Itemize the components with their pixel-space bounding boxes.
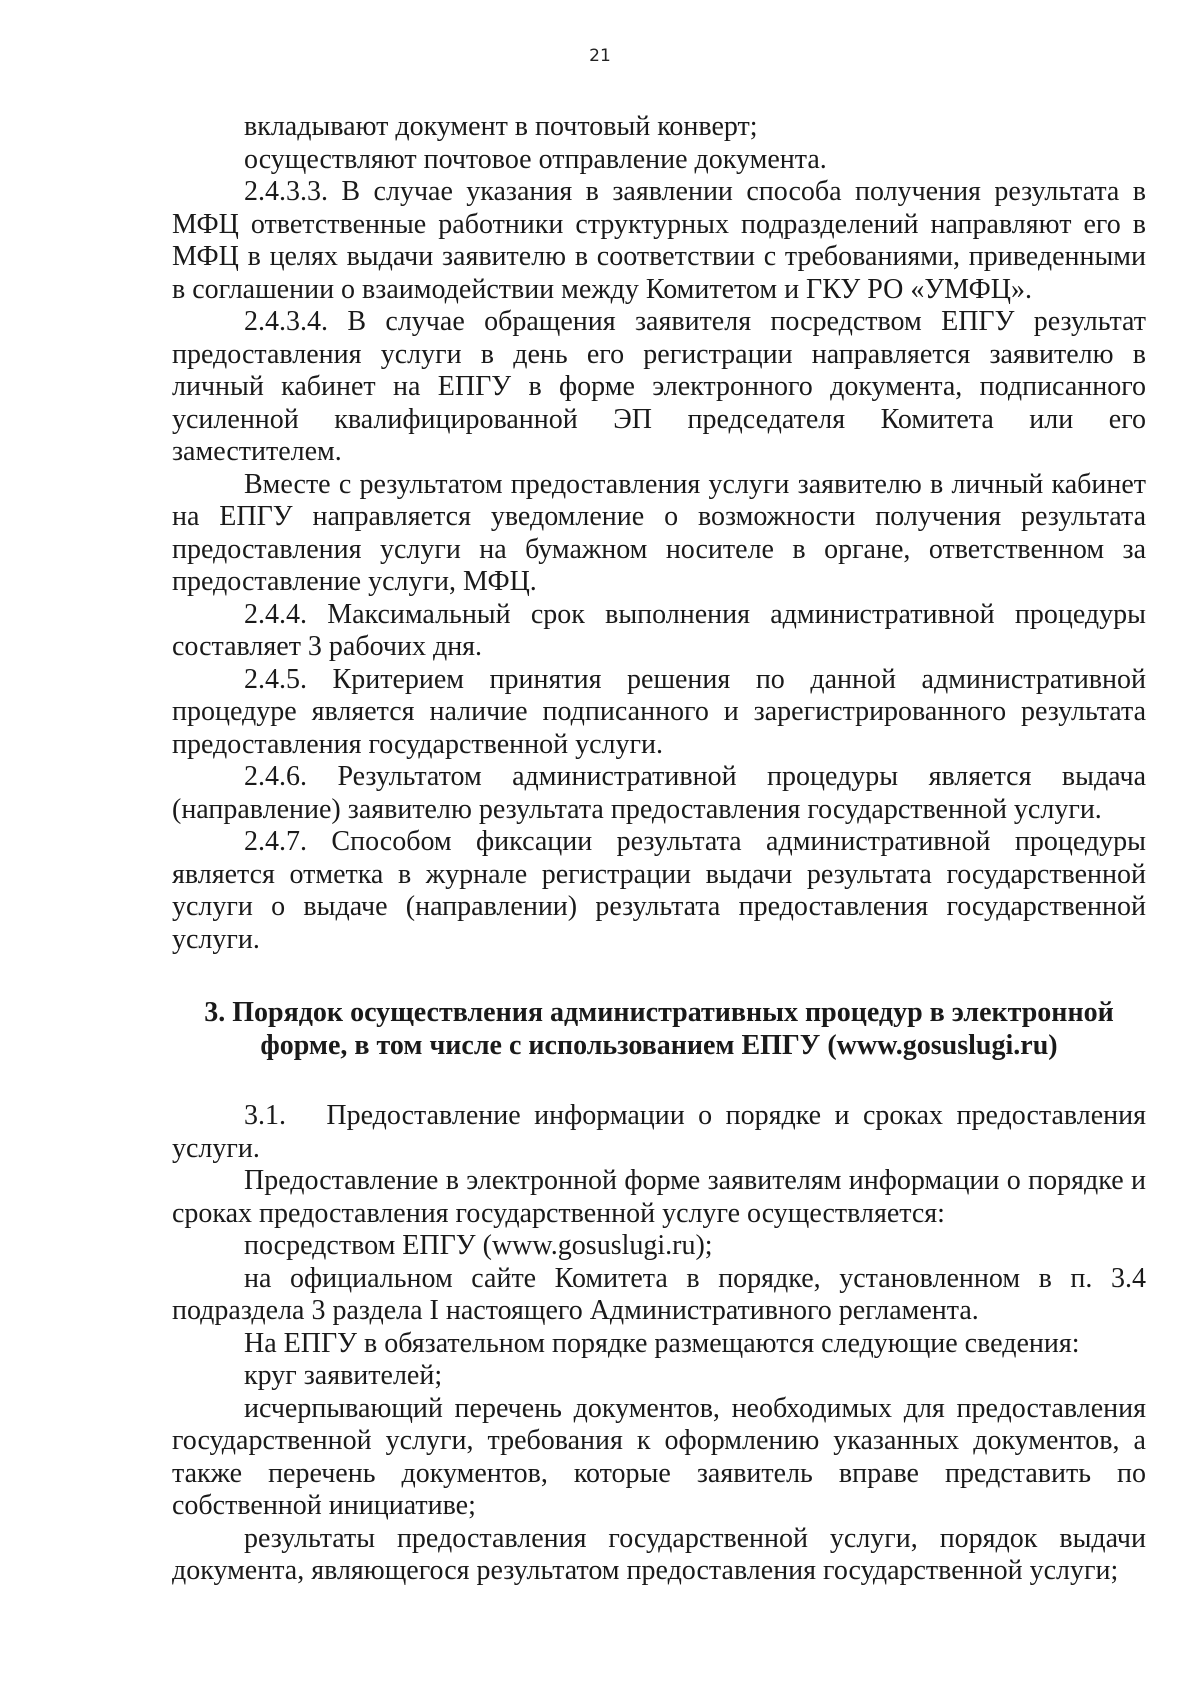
paragraph: 2.4.3.4. В случае обращения заявителя посредством ЕПГУ результат предоставления услуги в день его регистрации направляется заявителю в личный кабинет на ЕПГУ в форме электронного документа, подписанного усиленной квалифицированной ЭП председателя Комитета или его заместителем. [172,306,1146,467]
section-heading-line: 3. Порядок осуществления административных процедур в электронной [204,997,1114,1028]
paragraph: на официальном сайте Комитета в порядке, установленном в п. 3.4 подраздела 3 раздела I настоящего Административного регламента. [172,1262,1146,1326]
paragraph: осуществляют почтовое отправление документа. [244,143,827,175]
document-body [172,111,1153,1588]
paragraph: 2.4.4. Максимальный срок выполнения административной процедуры составляет 3 рабочих дня. [172,598,1146,662]
spacer [172,1062,1146,1100]
section-heading [172,996,1146,1062]
paragraph: Предоставление в электронной форме заявителям информации о порядке и сроках предоставления государственной услуге осуществляется: [172,1165,1146,1229]
paragraph: посредством ЕПГУ (www.gosuslugi.ru); [244,1230,713,1261]
spacer [172,956,1146,978]
paragraph: результаты предоставления государственной услуги, порядок выдачи документа, являющегося результатом предоставления государственной услуги; [172,1522,1146,1586]
section-heading-line: форме, в том числе с использованием ЕПГУ (www.gosuslugi.ru) [260,1030,1058,1061]
page-number: 21 [589,46,611,66]
paragraph: 2.4.3.3. В случае указания в заявлении способа получения результата в МФЦ ответственные работники структурных подразделений направляют его в МФЦ в целях выдачи заявителю в соответствии с требованиями, приведенными в соглашении о взаимодействии между Комитетом и ГКУ РО «УМФЦ». [172,176,1146,305]
paragraph: исчерпывающий перечень документов, необходимых для предоставления государственной услуги, требования к оформлению указанных документов, а также перечень документов, которые заявитель вправе представить по собственной инициативе; [172,1392,1146,1521]
paragraph: Вместе с результатом предоставления услуги заявителю в личный кабинет на ЕПГУ направляется уведомление о возможности получения результата предоставления услуги на бумажном носителе в органе, ответственном за предоставление услуги, МФЦ. [172,468,1146,597]
paragraph: 2.4.6. Результатом административной процедуры является выдача (направление) заявителю результата предоставления государственной услуги. [172,761,1146,825]
paragraph: На ЕПГУ в обязательном порядке размещаются следующие сведения: [244,1327,1080,1359]
paragraph: 2.4.5. Критерием принятия решения по данной административной процедуре является наличие подписанного и зарегистрированного результата предоставления государственной услуги. [172,663,1146,760]
paragraph: круг заявителей; [244,1360,443,1391]
paragraph: вкладывают документ в почтовый конверт; [244,111,758,142]
paragraph: 3.1. Предоставление информации о порядке и сроках предоставления услуги. [172,1100,1153,1164]
paragraph: 2.4.7. Способом фиксации результата административной процедуры является отметка в журнале регистрации выдачи результата государственной услуги о выдаче (направлении) результата предоставления государственной услуги. [172,826,1146,955]
